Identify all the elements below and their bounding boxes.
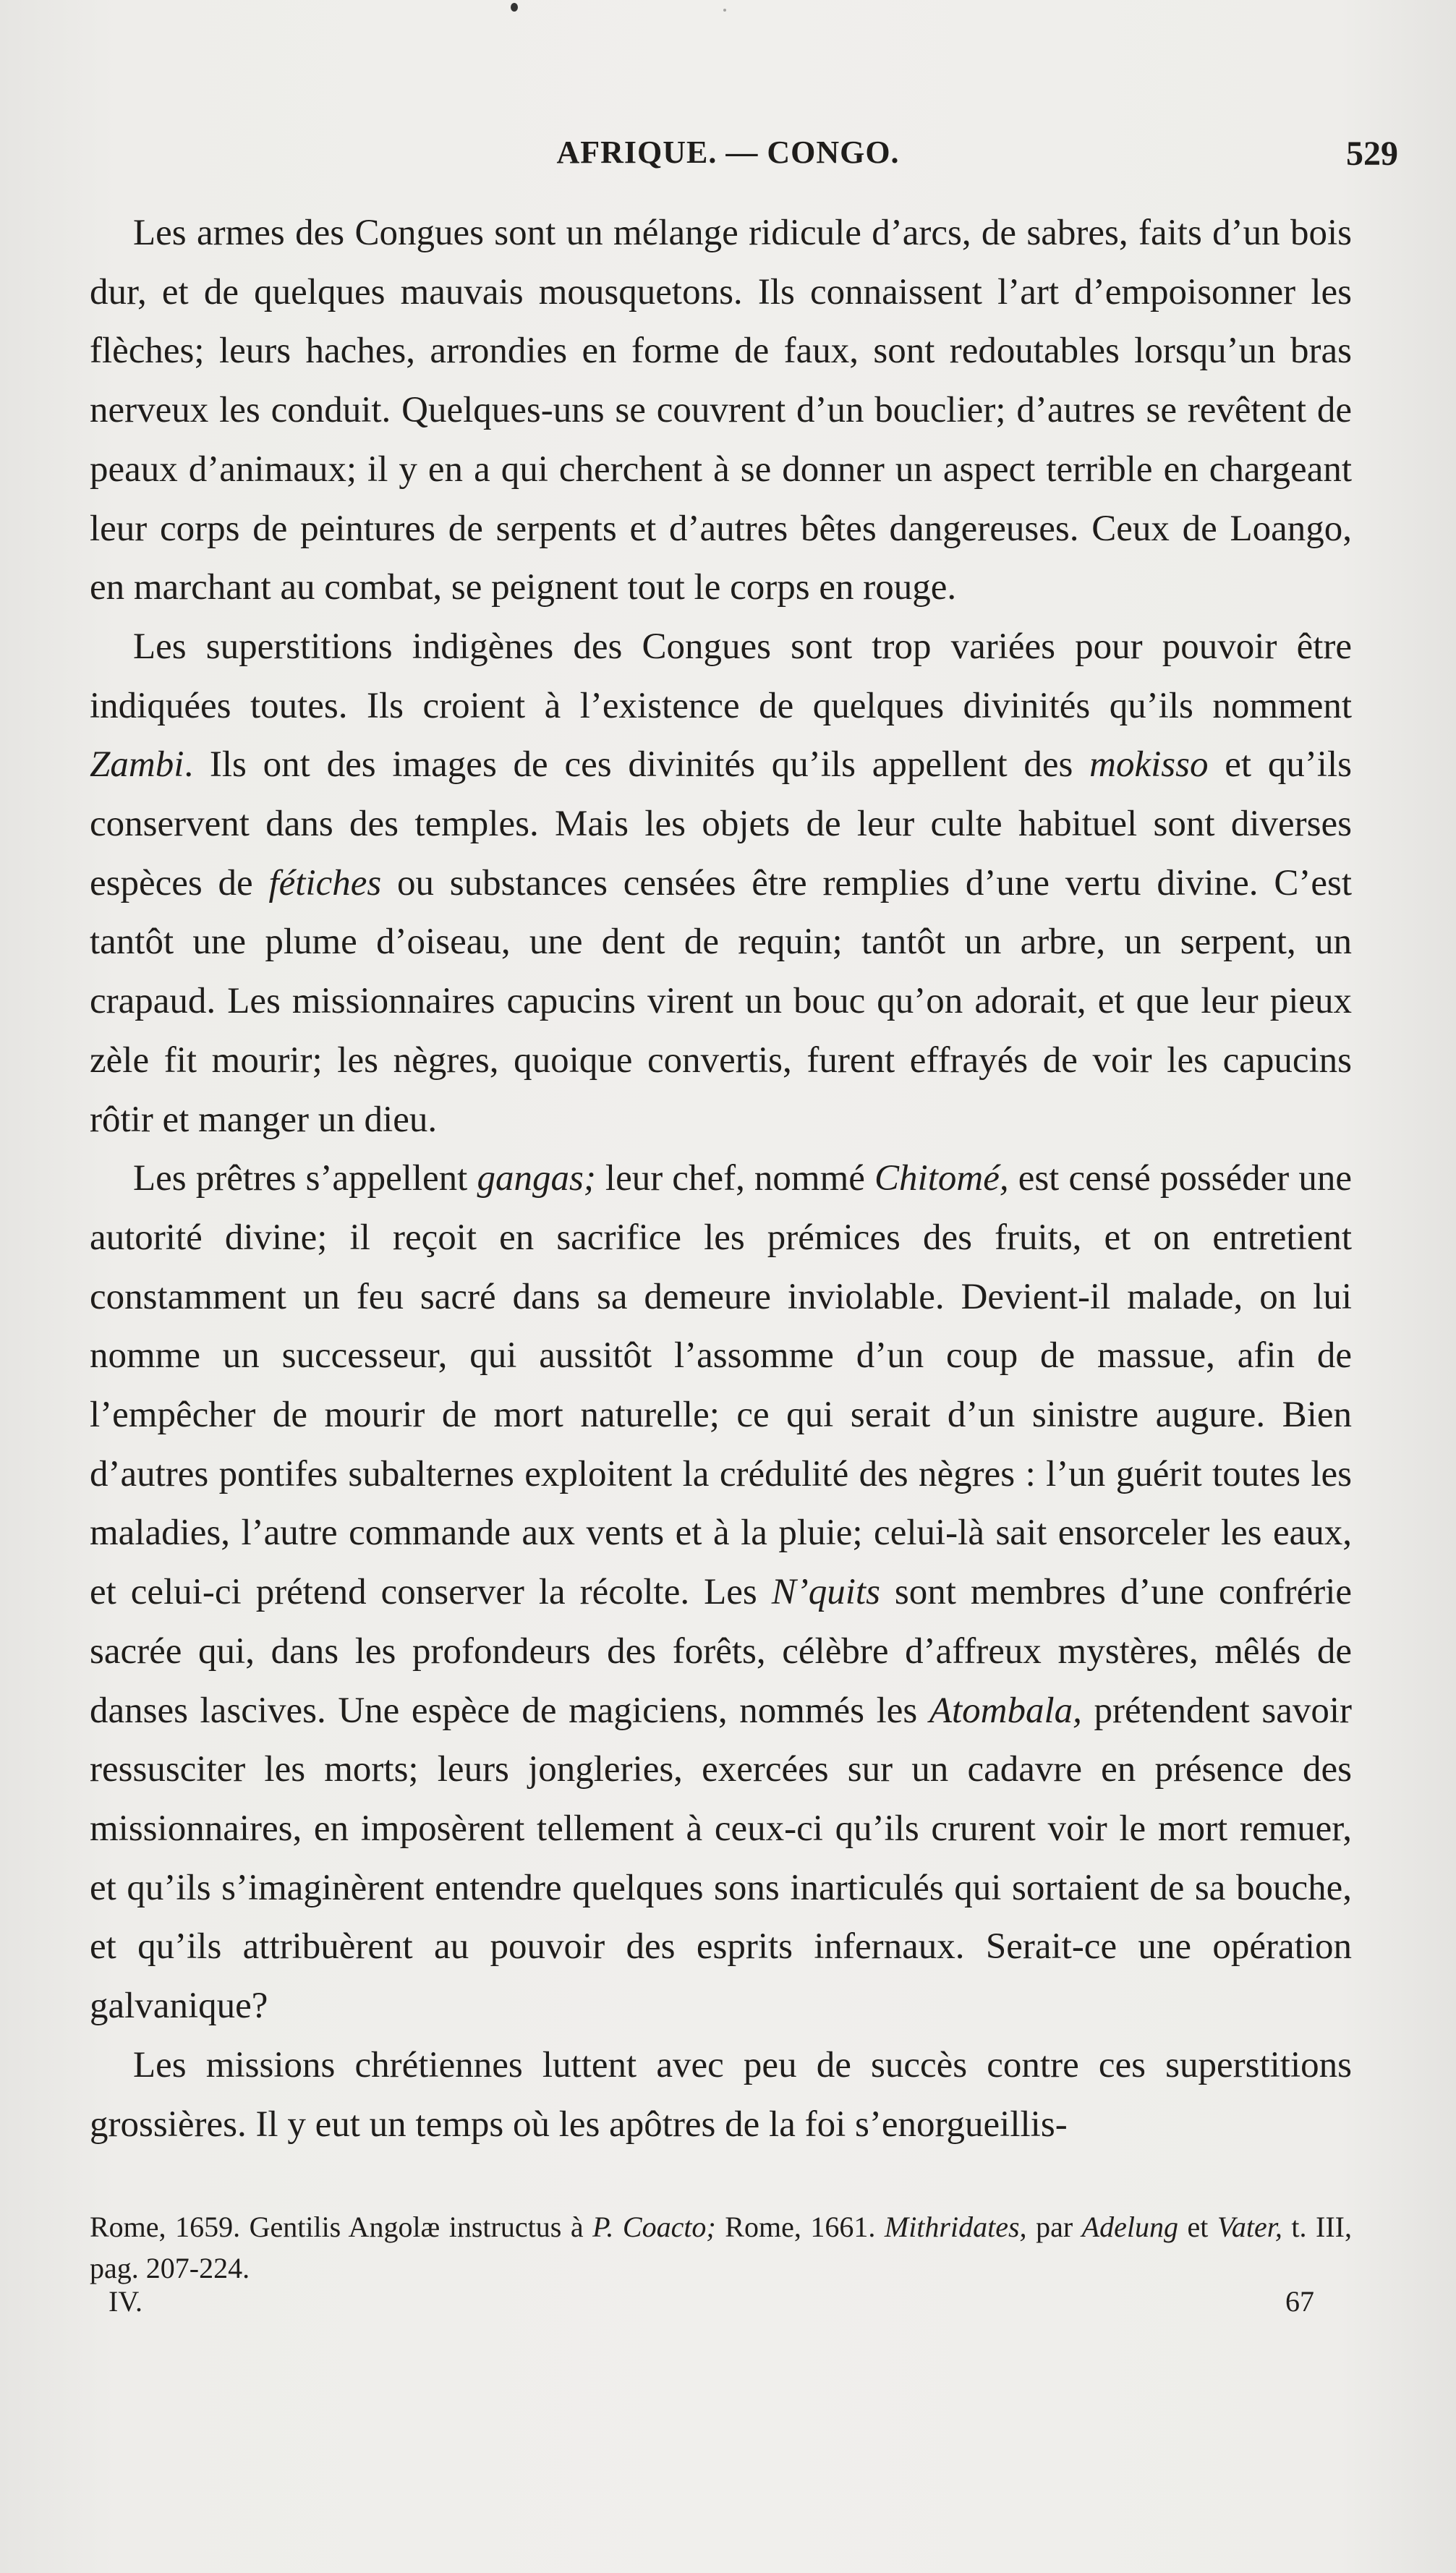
- body-text: [90, 204, 1352, 2154]
- italic-term: Chitomé,: [874, 1158, 1009, 1199]
- text-run: . Ils ont des images de ces divinités qu’ils appellent des: [184, 744, 1090, 786]
- italic-term: Adelung: [1081, 2211, 1178, 2243]
- paragraph: [90, 204, 1352, 618]
- paragraph: [90, 1149, 1352, 2036]
- page-number: 529: [1346, 135, 1398, 173]
- italic-term: Vater,: [1217, 2211, 1282, 2243]
- italic-term: fétiches: [268, 862, 382, 903]
- text-run: Rome, 1659. Gentilis Angolæ instructus à: [90, 2211, 593, 2243]
- text-run: est censé posséder une autorité divine; il reçoit en sacrifice les prémices des fruits, et on entretient constamment un feu sacré dans sa demeure inviolable. Devient-il malade, on lui nomme un successeur, qui aussitôt l’assomme d’un coup de massue, afin de l’empêcher de mourir de mort naturelle; ce qui serait d’un sinistre augure. Bien d’autres pontifes subalternes exploitent la crédulité des nègres : l’un guérit toutes les maladies, l’autre commande aux vents et à la pluie; celui-là sait ensorceler les eaux, et celui-ci prétend conserver la récolte. Les: [90, 1158, 1353, 1613]
- page-header: [0, 134, 1456, 184]
- paragraph: [90, 2036, 1352, 2154]
- text-run: sont membres d’une confrérie sacrée qui, dans les profondeurs des forêts, célèbre d’affreux mystères, mêlés de danses lascives. Une espèce de magiciens, nommés les: [90, 1572, 1352, 1731]
- text-run: et qu’ils conservent dans des temples. Mais les objets de leur culte habituel sont diverses espèces de: [90, 744, 1352, 903]
- italic-term: mokisso: [1089, 744, 1209, 786]
- italic-term: Zambi: [90, 744, 184, 786]
- italic-term: Mithridates,: [884, 2211, 1027, 2243]
- text-run: leur chef, nommé: [595, 1158, 875, 1199]
- text-run: Les prêtres s’appellent: [133, 1158, 477, 1199]
- italic-term: gangas;: [477, 1158, 596, 1199]
- volume-mark: IV.: [108, 2285, 143, 2318]
- italic-term: N’quits: [771, 1572, 880, 1613]
- ink-speck: [511, 3, 518, 12]
- italic-term: Atombala,: [929, 1690, 1082, 1731]
- sheet-mark: 67: [1285, 2285, 1314, 2318]
- text-run: Rome, 1661.: [715, 2211, 885, 2243]
- text-run: par: [1026, 2211, 1082, 2243]
- text-run: Les superstitions indigènes des Congues sont trop variées pour pouvoir être indiquées toutes. Ils croient à l’existence de quelques divinités qu’ils nomment: [90, 626, 1352, 726]
- italic-term: P. Coacto;: [592, 2211, 716, 2243]
- footnote: [90, 2206, 1352, 2289]
- text-run: t. III, pag. 207-224.: [90, 2211, 1353, 2284]
- text-run: Les armes des Congues sont un mélange ridicule d’arcs, de sabres, faits d’un bois dur, et de quelques mauvais mousquetons. Ils connaissent l’art d’empoisonner les flèches; leurs haches, arrondies en forme de faux, sont redoutables lorsqu’un bras nerveux les conduit. Quelques-uns se couvrent d’un bouclier; d’autres se revêtent de peaux d’animaux; il y en a qui cherchent à se donner un aspect terrible en chargeant leur corps de peintures de serpents et d’autres bêtes dangereuses. Ceux de Loango, en marchant au combat, se peignent tout le corps en rouge.: [90, 213, 1352, 608]
- text-run: ou substances censées être remplies d’une vertu divine. C’est tantôt une plume d’oiseau, une dent de requin; tantôt un arbre, un serpent, un crapaud. Les missionnaires capucins virent un bouc qu’on adorait, et que leur pieux zèle fit mourir; les nègres, quoique convertis, furent effrayés de voir les capucins rôtir et manger un dieu.: [90, 862, 1352, 1140]
- page-signature: [90, 2284, 1352, 2321]
- text-run: prétendent savoir ressusciter les morts; leurs jongleries, exercées sur un cadavre en présence des missionnaires, en imposèrent tellement à ceux-ci qu’ils crurent voir le mort remuer, et qu’ils s’imaginèrent entendre quelques sons inarticulés qui sortaient de sa bouche, et qu’ils attribuèrent au pouvoir des esprits infernaux. Serait-ce une opération galvanique?: [90, 1690, 1352, 2027]
- ink-speck: [723, 9, 726, 12]
- text-run: et: [1178, 2211, 1217, 2243]
- text-run: Les missions chrétiennes luttent avec peu de succès contre ces superstitions grossières. Il y eut un temps où les apôtres de la foi s’enorgueillis-: [90, 2044, 1352, 2145]
- running-title: AFRIQUE. — CONGO.: [556, 135, 900, 170]
- paragraph: [90, 618, 1352, 1149]
